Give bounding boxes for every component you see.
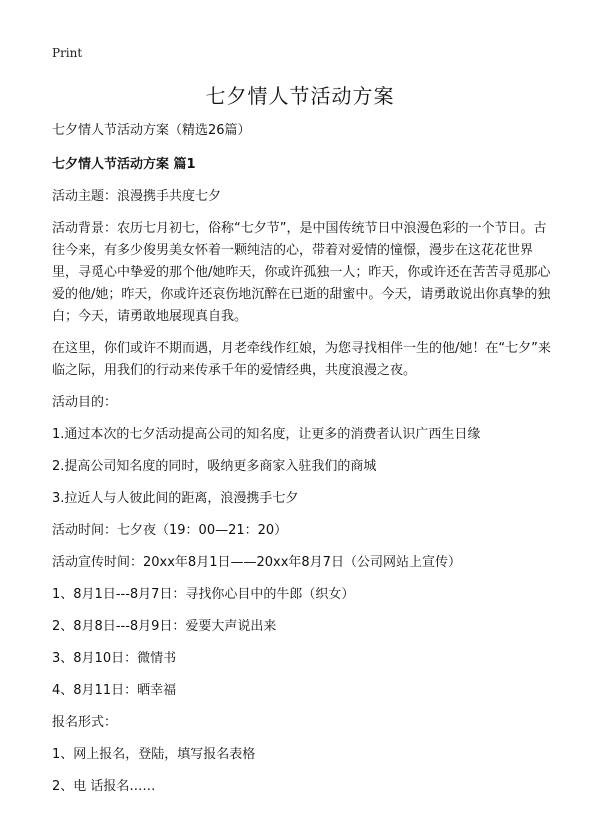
- paragraph-signup-heading: 报名形式：: [52, 715, 118, 730]
- print-label: Print: [52, 46, 83, 60]
- document-body: [52, 120, 552, 808]
- page-title: 七夕情人节活动方案: [205, 84, 395, 108]
- paragraph-signup-2: 2、电 话报名……: [52, 779, 156, 794]
- section-heading: 七夕情人节活动方案 篇1: [52, 157, 196, 172]
- paragraph-schedule-1: 1、8月1日---8月7日：寻找你心目中的牛郎（织女）: [52, 587, 355, 602]
- paragraph-purpose-1: 1.通过本次的七夕活动提高公司的知名度，让更多的消费者认识广西生日缘: [52, 427, 481, 442]
- paragraph-schedule-2: 2、8月8日---8月9日：爱要大声说出来: [52, 619, 277, 634]
- paragraph-background: 活动背景：农历七月初七，俗称“七夕节”，是中国传统节日中浪漫色彩的一个节日。古往今来，有多少俊男美女怀着一颗纯洁的心，带着对爱情的憧憬，漫步在这花花世界里，寻觅心中挚爱的那个他/她昨天，你或许孤独一人；昨天，你或许还在苦苦寻觅那心爱的他/她；昨天，你或许还哀伤地沉醉在已逝的甜蜜中。今天，请勇敢说出你真挚的独白；今天，请勇敢地展现真自我。: [52, 221, 551, 324]
- paragraph-schedule-3: 3、8月10日：微情书: [52, 651, 177, 666]
- paragraph-signup-1: 1、网上报名，登陆，填写报名表格: [52, 747, 256, 762]
- paragraph-event-time: 活动时间：七夕夜（19：00—21：20）: [52, 523, 288, 538]
- document-subtitle: 七夕情人节活动方案（精选26篇）: [52, 123, 251, 138]
- paragraph-schedule-4: 4、8月11日：晒幸福: [52, 683, 177, 698]
- paragraph-intro: 在这里，你们或许不期而遇，月老牵线作红娘，为您寻找相伴一生的他/她！在“七夕”来临之际，用我们的行动来传承千年的爱情经典，共度浪漫之夜。: [52, 341, 551, 378]
- paragraph-purpose-2: 2.提高公司知名度的同时，吸纳更多商家入驻我们的商城: [52, 459, 377, 474]
- paragraph-promo-time: 活动宣传时间：20xx年8月1日——20xx年8月7日（公司网站上宣传）: [52, 555, 461, 570]
- paragraph-theme: 活动主题：浪漫携手共度七夕: [52, 189, 222, 204]
- paragraph-purpose-3: 3.拉近人与人彼此间的距离，浪漫携手七夕: [52, 491, 299, 506]
- paragraph-purpose-heading: 活动目的：: [52, 395, 118, 410]
